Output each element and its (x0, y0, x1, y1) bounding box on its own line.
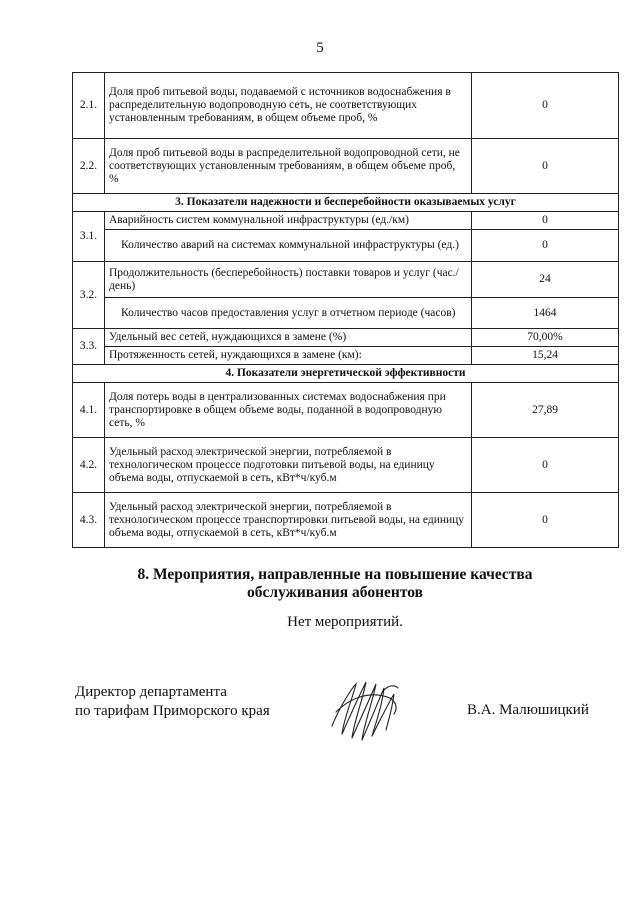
table-row (73, 73, 619, 139)
indicator-value: 70,00% (472, 329, 619, 347)
table-row (73, 230, 619, 262)
indicator-value: 0 (472, 212, 619, 230)
indicator-value: 1464 (472, 298, 619, 329)
indicator-value: 0 (472, 139, 619, 194)
table-row (73, 329, 619, 347)
row-number: 3.2. (73, 262, 105, 329)
section-header-row (73, 365, 619, 383)
row-number: 3.3. (73, 329, 105, 365)
indicator-description: Доля потерь воды в централизованных системах водоснабжения при транспортировке в общем объеме воды, поданной в водопроводную сеть, % (105, 383, 472, 438)
table-row (73, 262, 619, 298)
indicator-description: Доля проб питьевой воды в распределительной водопроводной сети, не соответствующих установленным требованиям, в общем объеме проб, % (105, 139, 472, 194)
section-8-title-line2: обслуживания абонентов (247, 584, 423, 601)
table-row (73, 212, 619, 230)
table-row (73, 139, 619, 194)
indicator-description: Протяженность сетей, нуждающихся в замене (км): (105, 347, 472, 365)
signer-name: В.А. Малюшицкий (467, 702, 589, 718)
indicator-value: 0 (472, 73, 619, 139)
row-number: 4.2. (73, 438, 105, 493)
indicators-table (72, 72, 619, 548)
indicator-value: 0 (472, 493, 619, 548)
indicator-value: 15,24 (472, 347, 619, 365)
section-8-title-line1: 8. Мероприятия, направленные на повышение качества (137, 566, 533, 583)
indicator-value: 27,89 (472, 383, 619, 438)
table-row (73, 347, 619, 365)
signer-position-line2: по тарифам Приморского края (75, 703, 270, 719)
handwritten-signature (326, 676, 406, 751)
indicator-value: 24 (472, 262, 619, 298)
section-header: 3. Показатели надежности и бесперебойности оказываемых услуг (73, 194, 619, 212)
row-number: 4.3. (73, 493, 105, 548)
indicator-description: Удельный расход электрической энергии, потребляемой в технологическом процессе подготовки питьевой воды, на единицу объема воды, отпускаемой в сеть, кВт*ч/куб.м (105, 438, 472, 493)
signer-position-line1: Директор департамента (75, 684, 227, 700)
indicator-description: Количество часов предоставления услуг в отчетном периоде (часов) (105, 298, 472, 329)
indicator-description: Продолжительность (бесперебойность) поставки товаров и услуг (час./день) (105, 262, 472, 298)
section-header-row (73, 194, 619, 212)
indicator-description: Аварийность систем коммунальной инфраструктуры (ед./км) (105, 212, 472, 230)
section-8-title (60, 566, 610, 602)
indicator-description: Удельный вес сетей, нуждающихся в замене (%) (105, 329, 472, 347)
indicator-value: 0 (472, 438, 619, 493)
indicator-description: Количество аварий на системах коммунальной инфраструктуры (ед.) (105, 230, 472, 262)
row-number: 3.1. (73, 212, 105, 262)
table-row (73, 298, 619, 329)
row-number: 4.1. (73, 383, 105, 438)
indicator-value: 0 (472, 230, 619, 262)
indicator-description: Доля проб питьевой воды, подаваемой с источников водоснабжения в распределительную водопроводную сеть, не соответствующих установленным требованиям, в общем объеме проб, % (105, 73, 472, 139)
section-header: 4. Показатели энергетической эффективности (73, 365, 619, 383)
signer-position (75, 683, 270, 721)
table-row (73, 383, 619, 438)
indicator-description: Удельный расход электрической энергии, потребляемой в технологическом процессе транспортировки питьевой воды, на единицу объема воды, отпускаемой в сеть, кВт*ч/куб.м (105, 493, 472, 548)
row-number: 2.2. (73, 139, 105, 194)
page-number: 5 (316, 40, 324, 56)
table-row (73, 438, 619, 493)
no-events-text: Нет мероприятий. (287, 614, 403, 630)
table-row (73, 493, 619, 548)
row-number: 2.1. (73, 73, 105, 139)
